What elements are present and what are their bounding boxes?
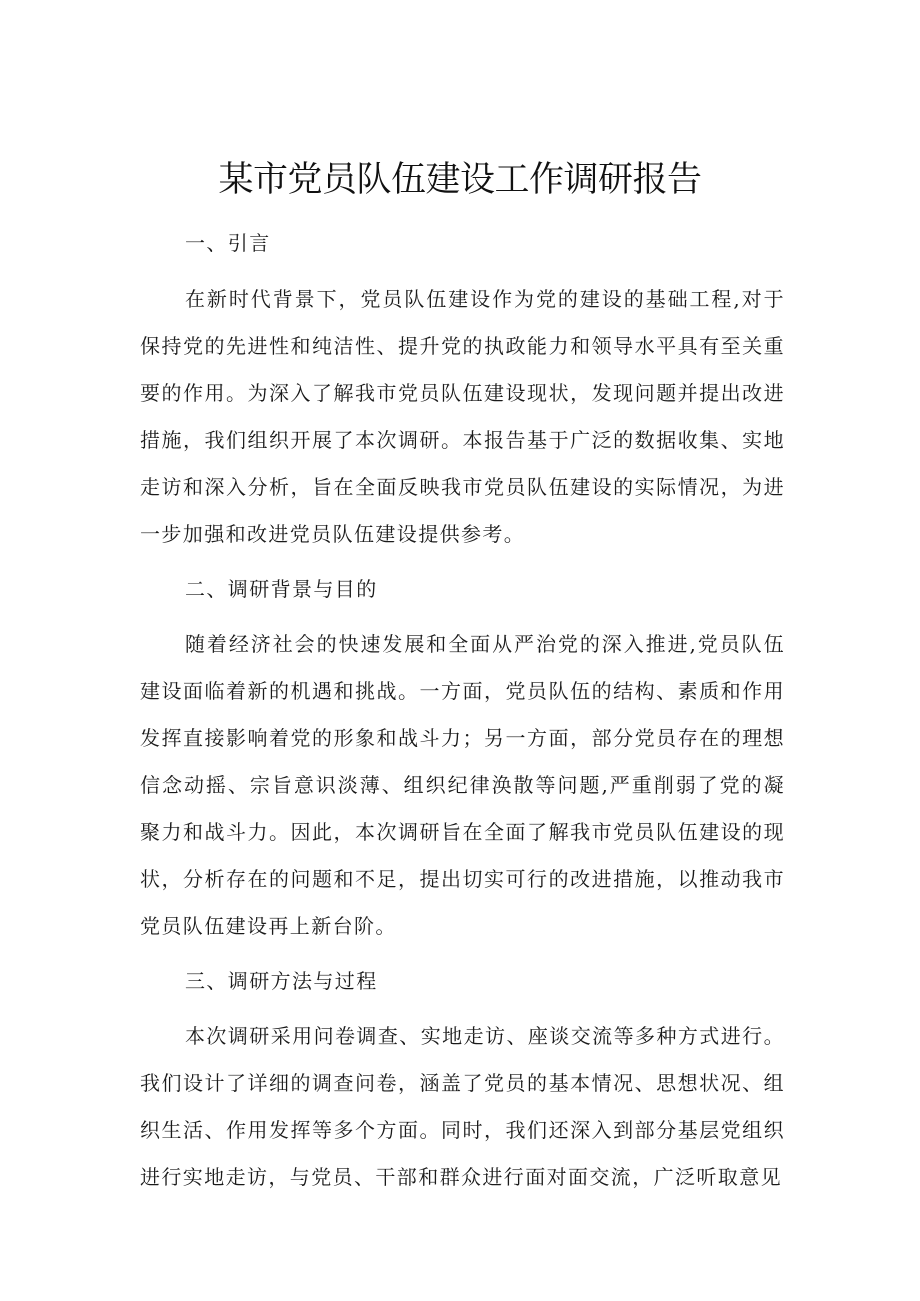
section-paragraph-methods: 本次调研采用问卷调查、实地走访、座谈交流等多种方式进行。我们设计了详细的调查问卷，涵盖了党员的基本情况、思想状况、组织生活、作用发挥等多个方面。同时，我们还深入到部分基层党组织进行实地走访，与党员、干部和群众进行面对面交流，广泛听取意见	[140, 1024, 785, 1189]
section-heading-methods: 三、调研方法与过程	[185, 969, 378, 993]
document-title: 某市党员队伍建设工作调研报告	[218, 160, 702, 200]
document-body	[140, 220, 785, 1201]
section-heading-introduction: 一、引言	[185, 231, 271, 255]
section-heading-background: 二、调研背景与目的	[185, 577, 378, 601]
section-paragraph-introduction: 在新时代背景下，党员队伍建设作为党的建设的基础工程,对于保持党的先进性和纯洁性、提升党的执政能力和领导水平具有至关重要的作用。为深入了解我市党员队伍建设现状，发现问题并提出改进措施，我们组织开展了本次调研。本报告基于广泛的数据收集、实地走访和深入分析，旨在全面反映我市党员队伍建设的实际情况，为进一步加强和改进党员队伍建设提供参考。	[140, 287, 785, 546]
section-paragraph-background: 随着经济社会的快速发展和全面从严治党的深入推进,党员队伍建设面临着新的机遇和挑战。一方面，党员队伍的结构、素质和作用发挥直接影响着党的形象和战斗力；另一方面，部分党员存在的理想信念动摇、宗旨意识淡薄、组织纪律涣散等问题,严重削弱了党的凝聚力和战斗力。因此，本次调研旨在全面了解我市党员队伍建设的现状，分析存在的问题和不足，提出切实可行的改进措施，以推动我市党员队伍建设再上新台阶。	[140, 632, 785, 938]
